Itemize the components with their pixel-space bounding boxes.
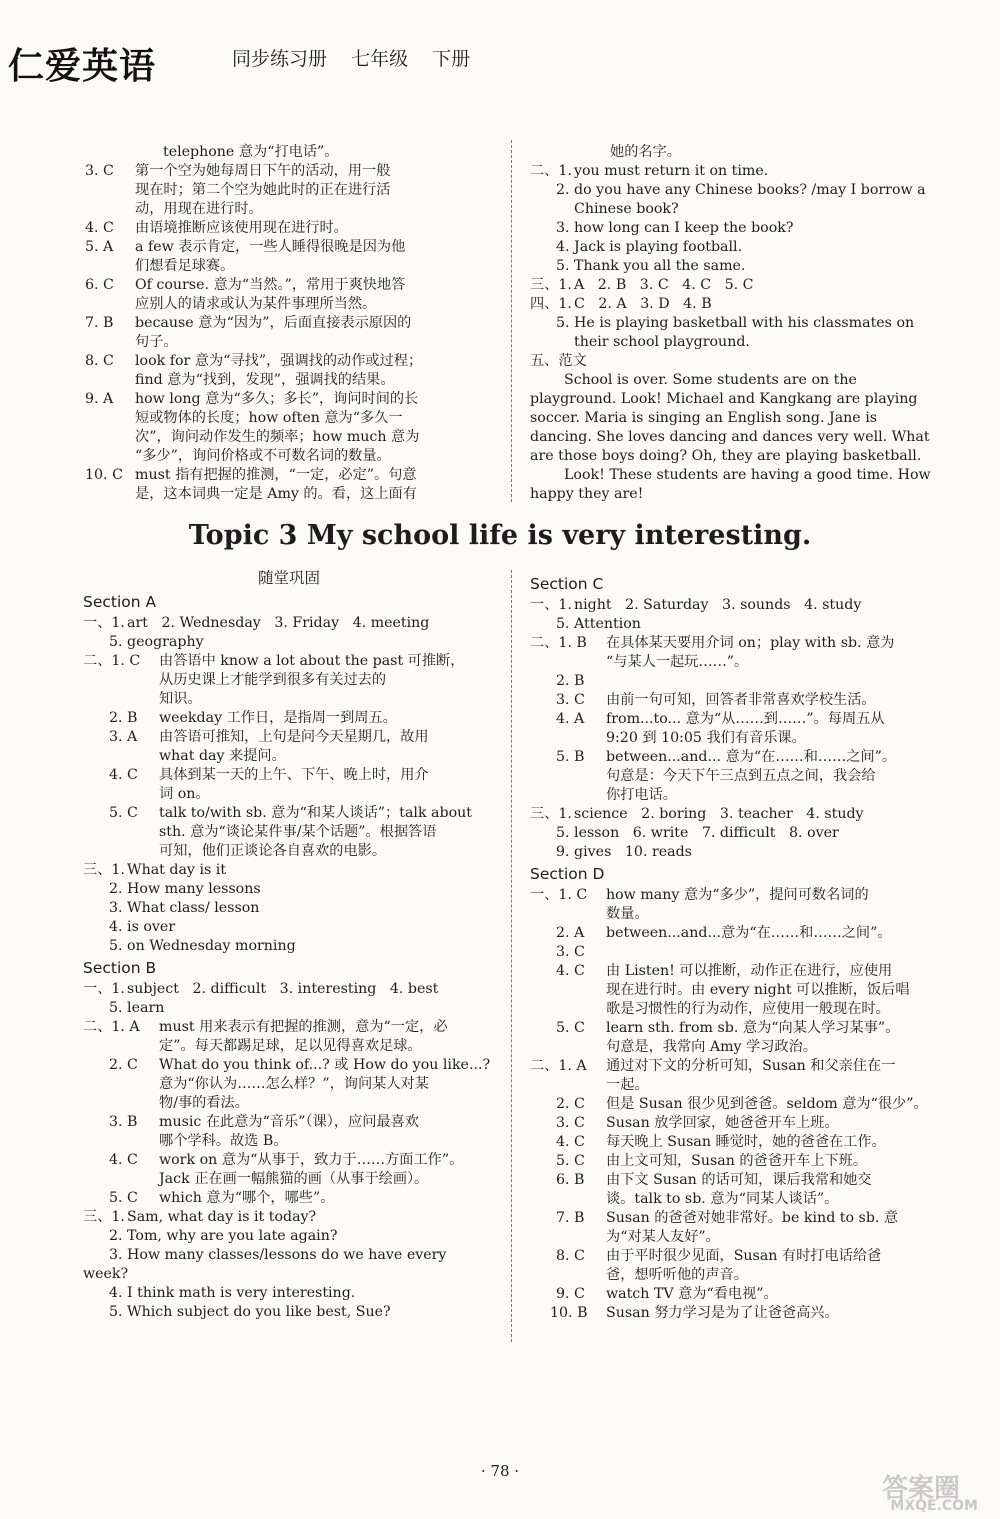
answer-line <box>83 1208 495 1227</box>
answer-line <box>530 371 942 390</box>
answer-line <box>530 428 942 447</box>
answer-text: 第一个空为她每周日下午的活动，用一般 <box>135 163 391 179</box>
answer-text: Sam, what day is it today? <box>127 1209 317 1225</box>
answer-text: week? <box>83 1266 129 1282</box>
answer-line <box>85 371 497 390</box>
answer-text: soccer. Maria is singing an English song. Jane is <box>530 410 878 426</box>
answer-line <box>83 918 495 937</box>
answer-text: 由上文可知，Susan 的爸爸开车上下班。 <box>606 1153 868 1169</box>
answer-text: 歌是习惯性的行为动作，应使用一般现在时。 <box>606 1001 890 1017</box>
answer-line <box>530 615 942 634</box>
answer-text: Jack 正在画一幅熊猫的画（从事于绘画）。 <box>159 1171 429 1187</box>
answer-number: 二、1. B <box>530 635 587 651</box>
answer-text: 她的名字。 <box>610 144 681 160</box>
answer-text: subject 2. difficult 3. interesting 4. best <box>127 981 439 997</box>
answer-text: 意为“你认为……怎么样？”，询问某人对某 <box>159 1076 429 1092</box>
answer-number: 2. B <box>109 710 138 726</box>
answer-line <box>530 710 942 729</box>
answer-number: 二、1. <box>530 163 572 179</box>
section-heading: Section A <box>83 593 157 611</box>
subtitle-part: 下册 <box>432 48 471 70</box>
book-subtitle <box>232 44 488 71</box>
answer-text: 5. He is playing basketball with his classmates on <box>556 315 915 331</box>
answer-text: 5. on Wednesday morning <box>109 938 296 954</box>
watermark-logo: 答案圈 <box>881 1474 960 1504</box>
answer-line <box>83 1246 495 1265</box>
answer-text: work on 意为“从事于，致力于……方面工作”。 <box>159 1152 464 1168</box>
answer-text: you must return it on time. <box>574 163 769 179</box>
answer-text: Susan 努力学习是为了让爸爸高兴。 <box>606 1305 839 1321</box>
answer-line <box>530 314 942 333</box>
page-number: · 78 · <box>480 1462 520 1480</box>
answer-line <box>530 257 942 276</box>
section-heading: Section B <box>83 959 157 977</box>
answer-line <box>83 652 495 671</box>
answer-number: 5. A <box>85 239 114 255</box>
answer-text: 3. What class/ lesson <box>109 900 260 916</box>
answer-line <box>530 729 942 748</box>
answer-line <box>85 295 497 314</box>
answer-line <box>85 238 497 257</box>
answer-line <box>83 880 495 899</box>
answer-text: art 2. Wednesday 3. Friday 4. meeting <box>127 615 430 631</box>
watermark-url: MXQE.COM <box>890 1498 978 1514</box>
answer-text: 5. Thank you all the same. <box>556 258 746 274</box>
answer-text: 5. Attention <box>556 616 641 632</box>
book-logo: 仁爱英语 <box>8 46 157 87</box>
answer-line <box>530 672 942 691</box>
answer-line <box>530 1076 942 1095</box>
answer-line <box>530 333 942 352</box>
answer-text: 你打电话。 <box>606 787 677 803</box>
answer-text: 但是 Susan 很少见到爸爸。seldom 意为“很少”。 <box>606 1096 928 1112</box>
answer-line <box>83 614 495 633</box>
answer-line <box>530 1285 942 1304</box>
answer-text: 5. learn <box>109 1000 165 1016</box>
answer-text: are those boys doing? Oh, they are playing basketball. <box>530 448 922 464</box>
answer-line <box>530 1171 942 1190</box>
answer-line <box>530 981 942 1000</box>
answer-column-top-right <box>530 143 942 504</box>
answer-number: 5. B <box>556 749 585 765</box>
answer-text: 5. geography <box>109 634 204 650</box>
answer-line <box>530 1152 942 1171</box>
answer-text: 谈。talk to sb. 意为“同某人谈话”。 <box>606 1191 839 1207</box>
answer-text: 从历史课上才能学到很多有关过去的 <box>159 672 387 688</box>
answer-number: 8. C <box>556 1248 585 1264</box>
answer-line <box>530 390 942 409</box>
answer-number: 二、1. A <box>83 1019 140 1035</box>
answer-line <box>85 333 497 352</box>
answer-text: Susan 的爸爸对她非常好。be kind to sb. 意 <box>606 1210 899 1226</box>
answer-text: 5. lesson 6. write 7. difficult 8. over <box>556 825 839 841</box>
answer-text: science 2. boring 3. teacher 4. study <box>574 806 864 822</box>
answer-text: 动，用现在进行时。 <box>135 201 263 217</box>
answer-number: 6. C <box>85 277 114 293</box>
answer-number: 一、1. <box>83 981 125 997</box>
answer-line <box>83 804 495 823</box>
answer-line <box>530 767 942 786</box>
subtitle-part: 同步练习册 <box>232 48 328 70</box>
answer-line <box>530 1304 942 1323</box>
answer-text: 由答语中 know a lot about the past 可推断， <box>159 653 465 669</box>
answer-text: music 在此意为“音乐”（课），应问最喜欢 <box>159 1114 419 1130</box>
answer-text: 3. how long can I keep the book? <box>556 220 794 236</box>
answer-number: 5. C <box>109 1190 138 1206</box>
column-divider-top <box>511 140 512 502</box>
answer-text: talk to/with sb. 意为“和某人谈话”；talk about <box>159 805 472 821</box>
section-heading: Section C <box>530 575 604 593</box>
answer-text: between...and... 意为“在……和……之间”。 <box>606 749 897 765</box>
answer-line <box>85 276 497 295</box>
answer-number: 3. C <box>556 1115 585 1131</box>
answer-line <box>83 999 495 1018</box>
answer-line <box>83 709 495 728</box>
answer-number: 一、1. <box>83 615 125 631</box>
answer-text: 9:20 到 10:05 我们有音乐课。 <box>606 730 806 746</box>
answer-text: night 2. Saturday 3. sounds 4. study <box>574 597 862 613</box>
answer-text: 通过对下文的分析可知，Susan 和父亲住在一 <box>606 1058 896 1074</box>
answer-text: C 2. A 3. D 4. B <box>574 296 712 312</box>
answer-number: 4. C <box>109 1152 138 1168</box>
answer-line <box>85 143 497 162</box>
answer-text: their school playground. <box>574 334 750 350</box>
answer-number: 三、1. <box>530 806 572 822</box>
answer-line <box>85 390 497 409</box>
answer-number: 5. C <box>556 1153 585 1169</box>
answer-line <box>83 1056 495 1075</box>
answer-line <box>530 805 942 824</box>
answer-line <box>530 1038 942 1057</box>
answer-text: School is over. Some students are on the <box>564 372 857 388</box>
answer-text: 由于平时很少见面，Susan 有时打电话给爸 <box>606 1248 882 1264</box>
answer-text: learn sth. from sb. 意为“向某人学习某事”。 <box>606 1020 900 1036</box>
answer-line <box>85 257 497 276</box>
answer-text: What day is it <box>127 862 227 878</box>
subtitle-part: 七年级 <box>351 48 409 70</box>
answer-text: 4. is over <box>109 919 176 935</box>
answer-text: how long 意为“多久；多长”，询问时间的长 <box>135 391 419 407</box>
answer-line <box>83 1132 495 1151</box>
answer-line <box>530 352 942 371</box>
answer-text: 次”，询问动作发生的频率；how much 意为 <box>135 429 420 445</box>
answer-number: 三、1. <box>530 277 572 293</box>
answer-line <box>85 181 497 200</box>
answer-line <box>530 786 942 805</box>
answer-line <box>83 1170 495 1189</box>
answer-line <box>530 653 942 672</box>
answer-number: 二、1. C <box>83 653 141 669</box>
answer-text: watch TV 意为“看电视”。 <box>606 1286 778 1302</box>
answer-line <box>530 943 942 962</box>
answer-number: 3. B <box>109 1114 138 1130</box>
answer-text: 句意是，我常向 Amy 学习政治。 <box>606 1039 817 1055</box>
answer-line <box>530 485 942 504</box>
answer-line <box>530 409 942 428</box>
answer-line <box>530 1019 942 1038</box>
answer-number: 4. C <box>556 1134 585 1150</box>
answer-number: 四、1. <box>530 296 572 312</box>
answer-line <box>530 1133 942 1152</box>
answer-number: 7. B <box>556 1210 585 1226</box>
answer-text: 句子。 <box>135 334 178 350</box>
answer-line <box>85 352 497 371</box>
answer-number: 2. C <box>556 1096 585 1112</box>
answer-line <box>85 409 497 428</box>
answer-text: 3. How many classes/lessons do we have every <box>109 1247 447 1263</box>
answer-text: 9. gives 10. reads <box>556 844 692 860</box>
answer-text: What do you think of...? 或 How do you like...? <box>159 1057 491 1073</box>
answer-number: 2. A <box>556 925 585 941</box>
answer-text: 们想看足球赛。 <box>135 258 235 274</box>
answer-line <box>530 1057 942 1076</box>
answer-text: 爸，想听听他的声音。 <box>606 1267 748 1283</box>
answer-text: 现在进行时。由 every night 可以推断，饭后唱 <box>606 982 910 998</box>
answer-text: look for 意为“寻找”，强调找的动作或过程； <box>135 353 423 369</box>
answer-text: weekday 工作日，是指周一到周五。 <box>159 710 397 726</box>
answer-number: 9. A <box>85 391 114 407</box>
answer-text: 具体到某一天的上午、下午、晚上时，用介 <box>159 767 429 783</box>
answer-line <box>530 219 942 238</box>
answer-number: 3. A <box>109 729 138 745</box>
answer-line <box>85 314 497 333</box>
answer-line <box>530 1095 942 1114</box>
answer-number: 4. C <box>109 767 138 783</box>
answer-line <box>530 962 942 981</box>
answer-line <box>83 1018 495 1037</box>
answer-line <box>530 1000 942 1019</box>
answer-line <box>530 447 942 466</box>
answer-line <box>85 485 497 504</box>
answer-text: 4. I think math is very interesting. <box>109 1285 356 1301</box>
subsection-heading: 随堂巩固 <box>257 569 320 587</box>
answer-line <box>85 466 497 485</box>
answer-number: 10. B <box>550 1305 588 1321</box>
answer-text: which 意为“哪个，哪些”。 <box>159 1190 335 1206</box>
answer-line <box>530 1228 942 1247</box>
answer-number: 二、1. A <box>530 1058 587 1074</box>
answer-line <box>83 823 495 842</box>
answer-number: 4. C <box>85 220 114 236</box>
answer-line <box>83 1227 495 1246</box>
answer-line <box>83 1094 495 1113</box>
answer-column-bottom-right <box>530 572 942 1323</box>
answer-text: 由答语可推知，上句是问今天星期几，故用 <box>159 729 429 745</box>
answer-text: must 用来表示有把握的推测，意为“一定，必 <box>159 1019 448 1035</box>
answer-number: 三、1. <box>83 1209 125 1225</box>
answer-text: 知识。 <box>159 691 202 707</box>
answer-line <box>83 1265 495 1284</box>
answer-number: 三、1. <box>83 862 125 878</box>
answer-number: 5. C <box>556 1020 585 1036</box>
answer-text: 句意是：今天下午三点到五点之间，我会给 <box>606 768 876 784</box>
answer-line <box>530 924 942 943</box>
answer-line <box>85 447 497 466</box>
answer-line <box>83 766 495 785</box>
answer-text: 2. do you have any Chinese books? /may I borrow a <box>556 182 926 198</box>
answer-line <box>530 181 942 200</box>
answer-line <box>530 886 942 905</box>
topic-title: Topic 3 My school life is very interesting. <box>188 520 812 551</box>
answer-text: A 2. B 3. C 4. C 5. C <box>574 277 754 293</box>
answer-number: 3. C <box>85 163 114 179</box>
answer-line <box>83 899 495 918</box>
answer-text: 物/事的看法。 <box>159 1095 249 1111</box>
answer-line <box>530 824 942 843</box>
answer-line <box>83 633 495 652</box>
answer-text: Chinese book? <box>574 201 679 217</box>
answer-text: 2. How many lessons <box>109 881 261 897</box>
answer-line <box>530 843 942 862</box>
answer-text: 由语境推断应该使用现在进行时。 <box>135 220 348 236</box>
answer-number: 7. B <box>85 315 114 331</box>
answer-line <box>83 690 495 709</box>
answer-line <box>530 200 942 219</box>
answer-text: a few 表示肯定，一些人睡得很晚是因为他 <box>135 239 406 255</box>
answer-line <box>85 428 497 447</box>
answer-number: 4. C <box>556 963 585 979</box>
answer-number: 6. B <box>556 1172 585 1188</box>
answer-line <box>85 200 497 219</box>
answer-text: happy they are! <box>530 486 644 502</box>
answer-line <box>530 1266 942 1285</box>
answer-line <box>530 691 942 710</box>
answer-line <box>83 937 495 956</box>
answer-line <box>83 671 495 690</box>
answer-line <box>530 1247 942 1266</box>
answer-text: 由 Listen! 可以推断，动作正在进行，应使用 <box>606 963 893 979</box>
answer-text: 是，这本词典一定是 Amy 的。看，这上面有 <box>135 486 417 502</box>
answer-text: 短或物体的长度；how often 意为“多久一 <box>135 410 403 426</box>
answer-text: telephone 意为“打电话”。 <box>163 144 339 160</box>
answer-line <box>530 276 942 295</box>
answer-number: 5. C <box>109 805 138 821</box>
answer-text: 定”。每天都踢足球，足以见得喜欢足球。 <box>159 1038 422 1054</box>
answer-line <box>530 1114 942 1133</box>
answer-line <box>530 1190 942 1209</box>
answer-line <box>530 295 942 314</box>
answer-number: 3. C <box>556 944 585 960</box>
answer-text: 由下文 Susan 的话可知，课后我常和她交 <box>606 1172 872 1188</box>
answer-line <box>85 219 497 238</box>
answer-line <box>83 842 495 861</box>
answer-line <box>530 143 942 162</box>
answer-text: 每天晚上 Susan 睡觉时，她的爸爸在工作。 <box>606 1134 886 1150</box>
answer-text: between...and...意为“在……和……之间”。 <box>606 925 892 941</box>
answer-line <box>530 905 942 924</box>
answer-line <box>83 1303 495 1322</box>
answer-line <box>83 980 495 999</box>
answer-text: dancing. She loves dancing and dances very well. What <box>530 429 930 445</box>
answer-line <box>83 1189 495 1208</box>
answer-text: 哪个学科。故选 B。 <box>159 1133 288 1149</box>
answer-number: 3. C <box>556 692 585 708</box>
answer-line <box>83 1037 495 1056</box>
answer-text: 数量。 <box>606 906 649 922</box>
answer-line <box>530 162 942 181</box>
answer-line <box>530 748 942 767</box>
answer-text: playground. Look! Michael and Kangkang are playing <box>530 391 918 407</box>
answer-number: 一、1. C <box>530 887 588 903</box>
answer-number: 4. A <box>556 711 585 727</box>
answer-line <box>83 1113 495 1132</box>
answer-text: 由前一句可知，回答者非常喜欢学校生活。 <box>606 692 876 708</box>
answer-text: 现在时；第二个空为她此时的正在进行活 <box>135 182 391 198</box>
answer-text: 一起。 <box>606 1077 649 1093</box>
answer-text: Susan 放学回家，她爸爸开车上班。 <box>606 1115 839 1131</box>
answer-column-bottom-left <box>83 566 495 1322</box>
answer-text: must 指有把握的推测，“一定，必定”。句意 <box>135 467 417 483</box>
answer-number: 一、1. <box>530 597 572 613</box>
answer-line <box>83 785 495 804</box>
answer-number: 10. C <box>85 467 123 483</box>
answer-text: Of course. 意为“当然。”，常用于爽快地答 <box>135 277 406 293</box>
answer-text: from...to... 意为“从……到……”。每周五从 <box>606 711 885 727</box>
answer-line <box>85 162 497 181</box>
section-heading: Section D <box>530 865 605 883</box>
answer-line <box>530 1209 942 1228</box>
answer-text: 词 on。 <box>159 786 210 802</box>
answer-line <box>83 861 495 880</box>
answer-line <box>83 1284 495 1303</box>
answer-line <box>83 728 495 747</box>
answer-number: 2. C <box>109 1057 138 1073</box>
answer-line <box>530 466 942 485</box>
answer-text: 2. Tom, why are you late again? <box>109 1228 338 1244</box>
answer-text: Look! These students are having a good time. How <box>564 467 931 483</box>
answer-line <box>83 747 495 766</box>
answer-line <box>83 1151 495 1170</box>
answer-line <box>530 634 942 653</box>
answer-text: what day 来提问。 <box>159 748 286 764</box>
answer-line <box>83 1075 495 1094</box>
answer-number: 2. B <box>556 673 585 689</box>
answer-number: 五、范文 <box>530 353 587 369</box>
answer-text: how many 意为“多少”，提问可数名词的 <box>606 887 869 903</box>
answer-number: 9. C <box>556 1286 585 1302</box>
answer-text: “多少”，询问价格或不可数名词的数量。 <box>135 448 391 464</box>
answer-text: find 意为“找到，发现”，强调找的结果。 <box>135 372 395 388</box>
answer-text: 应别人的请求或认为某件事理所当然。 <box>135 296 377 312</box>
answer-text: 为“对某人友好”。 <box>606 1229 720 1245</box>
answer-text: sth. 意为“谈论某件事/某个话题”。根据答语 <box>159 824 437 840</box>
column-divider-bottom <box>511 570 512 1342</box>
answer-text: because 意为“因为”，后面直接表示原因的 <box>135 315 412 331</box>
answer-line <box>530 238 942 257</box>
answer-text: “与某人一起玩……”。 <box>606 654 749 670</box>
answer-text: 在具体某天要用介词 on；play with sb. 意为 <box>606 635 895 651</box>
answer-text: 5. Which subject do you like best, Sue? <box>109 1304 391 1320</box>
answer-text: 可知，他们正谈论各自喜欢的电影。 <box>159 843 387 859</box>
answer-text: 4. Jack is playing football. <box>556 239 743 255</box>
answer-number: 8. C <box>85 353 114 369</box>
answer-column-top-left <box>85 143 497 504</box>
answer-line <box>530 596 942 615</box>
